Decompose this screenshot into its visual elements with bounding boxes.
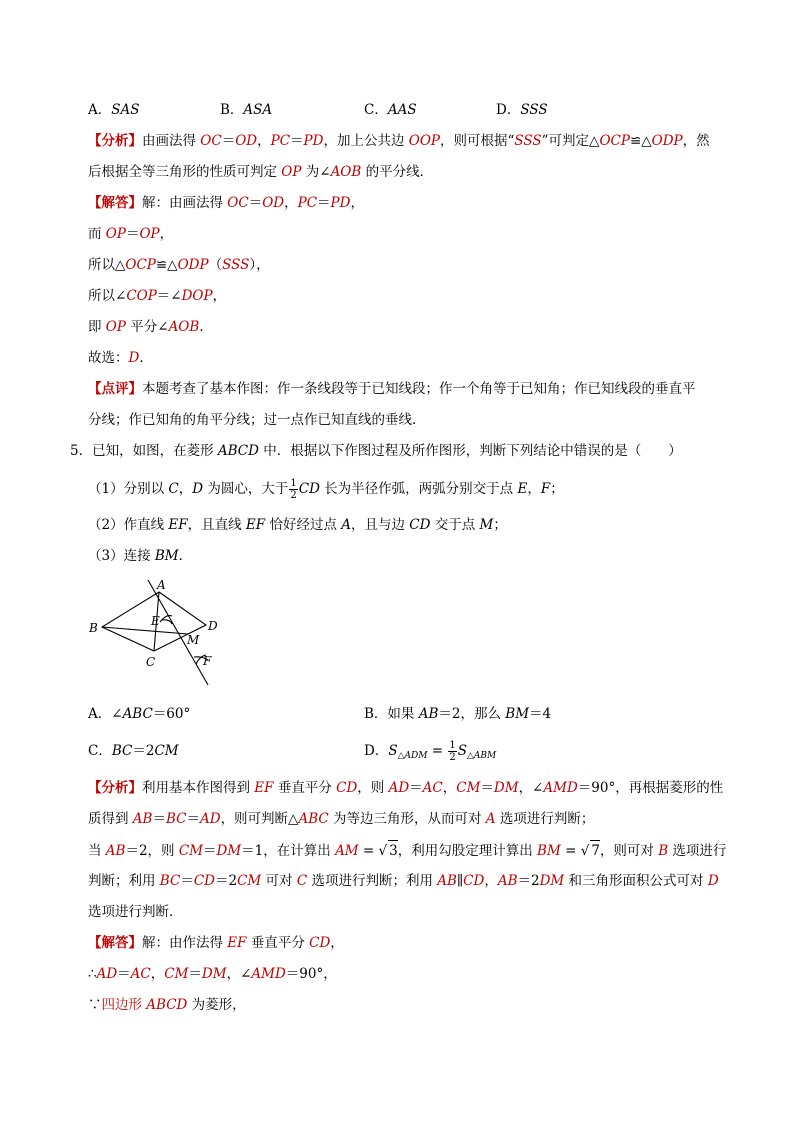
q5-analysis-line-2: 质得到 AB＝BC＝AD，则可判断△ABC 为等边三角形，从而可对 A 选项进行判断； xyxy=(88,811,595,827)
q5-analysis-line-4: 判断；利用 BC＝CD＝2CM 可对 C 选项进行判断；利用 AB∥CD，AB＝2DM 和三角形面积公式可对 D xyxy=(88,873,719,889)
label-f: F xyxy=(203,654,212,668)
prev-answer-line-2: 而 OP＝OP， xyxy=(88,226,174,242)
prev-option-a: A．SAS xyxy=(88,102,140,118)
prev-comment-line-2: 分线；作已知角的角平分线；过一点作已知直线的垂线． xyxy=(88,412,426,428)
label-c: C xyxy=(146,655,156,669)
rhombus-figure xyxy=(84,572,234,692)
prev-option-b: B．ASA xyxy=(220,102,273,118)
label-e: E xyxy=(151,614,160,628)
prev-answer-line-3: 所以△OCP≌△ODP（SSS）， xyxy=(88,257,270,273)
q5-step-3: （3）连接 BM． xyxy=(88,548,193,564)
q5-analysis-line-5: 选项进行判断． xyxy=(88,904,183,920)
q5-analysis-line-1: 【分析】利用基本作图得到 EF 垂直平分 CD，则 AD＝AC，CM＝DM，∠AMD＝90°，再根据菱形的性 xyxy=(88,780,724,796)
prev-option-c: C．AAS xyxy=(364,102,417,118)
q5-option-a: A．∠ABC＝60° xyxy=(88,706,191,722)
q5-analysis-line-3: 当 AB＝2，则 CM＝DM＝1，在计算出 AM = √ 3，利用勾股定理计算出 BM = √ 7，则可对 B 选项进行 xyxy=(88,840,726,861)
q5-step-2: （2）作直线 EF，且直线 EF 恰好经过点 A，且与边 CD 交于点 M； xyxy=(88,517,507,533)
prev-answer-line-5: 即 OP 平分∠AOB． xyxy=(88,319,213,335)
q5-option-c: C．BC＝2CM xyxy=(88,743,179,759)
fraction-half: $\frac{1}{2}$ xyxy=(290,478,297,501)
label-d: D xyxy=(208,619,218,633)
q5-answer-line-2: ∴AD＝AC，CM＝DM，∠AMD＝90°， xyxy=(88,966,337,982)
prev-answer-line-6: 故选：D． xyxy=(88,350,153,366)
prev-answer-line-4: 所以∠COP＝∠DOP， xyxy=(88,288,227,304)
label-b: B xyxy=(89,621,98,635)
q5-step-1: （1）分别以 C，D 为圆心，大于 $\frac{1}{2}$ CD 长为半径作弧，两弧分别交于点 E，F； xyxy=(88,478,564,501)
q5-option-d: D．$S_{\triangle ADM}$ = $\frac{1}{2}$ $S_{\triangle ABM}$ xyxy=(364,740,497,763)
q5-answer-line-1: 【解答】解：由作法得 EF 垂直平分 CD， xyxy=(88,935,344,951)
prev-analysis-line-1: 【分析】由画法得 OC＝OD，PC＝PD，加上公共边 OOP，则可根据“SSS”可判定△OCP≌△ODP，然 xyxy=(88,133,710,149)
label-m: M xyxy=(187,633,200,647)
prev-analysis-line-2: 后根据全等三角形的性质可判定 OP 为∠AOB 的平分线． xyxy=(88,164,434,180)
prev-answer-line-1: 【解答】解：由画法得 OC＝OD，PC＝PD， xyxy=(88,195,364,211)
label-a: A xyxy=(157,578,166,592)
prev-option-d: D．SSS xyxy=(496,102,548,118)
q5-stem: 5．已知，如图，在菱形 ABCD 中．根据以下作图过程及所作图形，判断下列结论中错误的是（ ） xyxy=(70,443,682,459)
prev-comment-line-1: 【点评】本题考查了基本作图：作一条线段等于已知线段；作一个角等于已知角；作已知线段的垂直平 xyxy=(88,381,696,397)
q5-answer-line-3: ∵四边形 ABCD 为菱形， xyxy=(88,997,246,1013)
q5-option-b: B．如果 AB＝2，那么 BM＝4 xyxy=(364,706,552,722)
